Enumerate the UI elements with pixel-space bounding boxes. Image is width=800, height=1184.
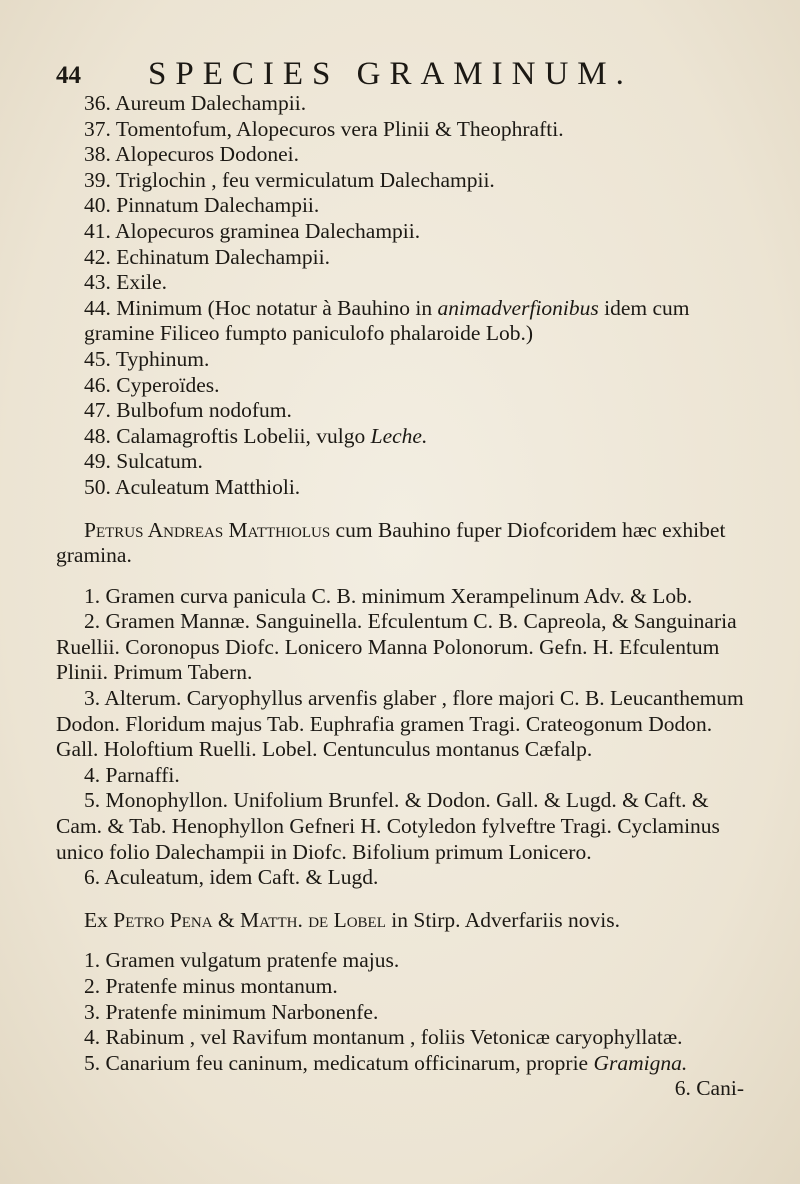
list-item: 41. Alopecuros graminea Dalechampii. — [84, 218, 421, 243]
list-item — [56, 1051, 756, 1077]
pena-list — [56, 948, 756, 1076]
item-text: 48. Calamagroftis Lobelii, vulgo — [84, 423, 371, 448]
page-header — [56, 52, 756, 92]
list-item: 45. Typhinum. — [84, 346, 210, 371]
list-item — [56, 296, 756, 347]
list-item: 1. Gramen vulgatum pratenfe majus. — [84, 948, 400, 973]
matthiolus-heading-rest: cum Bauhino fuper Diofcoridem hæc exhibet gramina. — [56, 517, 726, 568]
matthiolus-list — [56, 584, 756, 891]
pena-heading — [56, 908, 756, 934]
list-item: 47. Bulbofum nodofum. — [84, 398, 292, 423]
running-head: SPECIES GRAMINUM. — [148, 56, 633, 92]
page-number: 44 — [56, 62, 81, 89]
item-italic-text: Gramigna. — [593, 1050, 688, 1075]
list-item: 49. Sulcatum. — [84, 449, 203, 474]
list-item: 42. Echinatum Dalechampii. — [84, 244, 330, 269]
matthiolus-author: Petrus Andreas Matthiolus — [84, 517, 331, 542]
list-item: 50. Aculeatum Matthioli. — [84, 474, 301, 499]
list-item: 43. Exile. — [84, 270, 167, 295]
list-item: 5. Monophyllon. Unifolium Brunfel. & Dodon. Gall. & Lugd. & Caft. & Cam. & Tab. Henophyllon Gefneri H. Cotyledon fylveftre Tragi. Cyclaminus unico folio Dalechampii in Diofc. Bifolium primum Lonicero. — [56, 788, 720, 864]
list-item: 40. Pinnatum Dalechampii. — [84, 193, 320, 218]
item-text: 44. Minimum (Hoc notatur à Bauhino in — [84, 295, 438, 320]
item-italic-text: animadverfionibus — [437, 295, 599, 320]
dalechamp-list — [56, 91, 756, 501]
list-item: 3. Pratenfe minimum Narbonenfe. — [84, 999, 379, 1024]
list-item: 3. Alterum. Caryophyllus arvenfis glaber , flore majori C. B. Leucanthemum Dodon. Floridum majus Tab. Euphrafia gramen Tragi. Crateogonum Dodon. Gall. Holoftium Ruelli. Lobel. Centunculus montanus Cæfalp. — [56, 686, 744, 762]
body-text — [56, 91, 756, 1102]
list-item: 1. Gramen curva panicula C. B. minimum Xerampelinum Adv. & Lob. — [84, 583, 693, 608]
list-item: 2. Gramen Mannæ. Sanguinella. Efculentum C. B. Capreola, & Sanguinaria Ruellii. Coronopus Diofc. Lonicero Manna Polonorum. Gefn. H. Efculentum Plinii. Primum Tabern. — [56, 609, 737, 685]
list-item: 2. Pratenfe minus montanum. — [84, 974, 338, 998]
item-text: 5. Canarium feu caninum, medicatum officinarum, proprie — [84, 1050, 594, 1075]
list-item: 6. Aculeatum, idem Caft. & Lugd. — [84, 865, 379, 890]
list-item: 37. Tomentofum, Alopecuros vera Plinii & Theophrafti. — [84, 116, 564, 141]
list-item: 36. Aureum Dalechampii. — [84, 91, 307, 115]
list-item: 38. Alopecuros Dodonei. — [84, 142, 299, 167]
list-item — [56, 424, 756, 450]
list-item: 4. Rabinum , vel Ravifum montanum , foliis Vetonicæ caryophyllatæ. — [84, 1025, 683, 1050]
item-italic-text: Leche. — [370, 423, 428, 448]
list-item: 4. Parnaffi. — [84, 762, 180, 787]
matthiolus-heading — [56, 518, 756, 569]
pena-author: Petro Pena & Matth. de Lobel — [113, 907, 386, 932]
pena-heading-rest: in Stirp. Adverfariis novis. — [385, 907, 620, 932]
pena-heading-start: Ex — [84, 907, 114, 932]
item-text-end: idem cum gramine Filiceo fumpto paniculofo phalaroide Lob.) — [84, 295, 690, 346]
catchword: 6. Cani- — [674, 1076, 744, 1101]
list-item: 46. Cyperoïdes. — [84, 372, 220, 397]
list-item: 39. Triglochin , feu vermiculatum Dalechampii. — [84, 167, 495, 192]
